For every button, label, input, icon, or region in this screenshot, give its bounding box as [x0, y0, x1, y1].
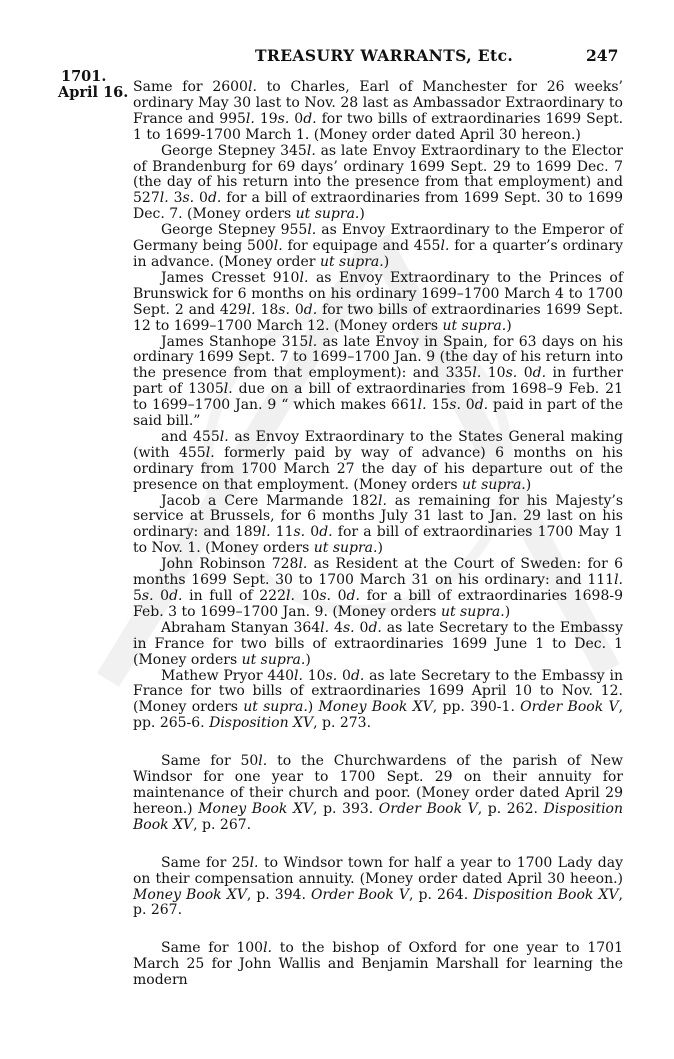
- running-title: TREASURY WARRANTS, Etc.: [255, 46, 514, 65]
- entry-paragraph: James Stanhope 315l. as late Envoy in Spain, for 63 days on his ordinary 1699 Sept. 7 to 1699–1700 Jan. 9 (the day of his return into the presence from that employment): and 335l. 10s. 0d. in further part of 1305l. due on a bill of extraordinaries from 1698–9 Feb. 21 to 1699–1700 Jan. 9 “ which makes 661l. 15s. 0d. paid in part of the said bill.”: [133, 333, 624, 430]
- page-header: [0, 46, 674, 66]
- entry-paragraph: Jacob a Cere Marmande 182l. as remaining for his Majesty’s service at Brussels, for 6 months July 31 last to Jan. 29 last on his ordinary: and 189l. 11s. 0d. for a bill of extraordinaries 1700 May 1 to Nov. 1. (Money orders ut supra.): [133, 492, 624, 557]
- document-body: [133, 80, 623, 989]
- entry-paragraph: George Stepney 955l. as Envoy Extraordinary to the Emperor of Germany being 500l. for equipage and 455l. for a quarter’s ordinary in advance. (Money order ut supra.): [133, 222, 623, 270]
- page-number: 247: [586, 46, 619, 65]
- entry-paragraph: John Robinson 728l. as Resident at the Court of Sweden: for 6 months 1699 Sept. 30 to 1700 March 31 on his ordinary: and 111l. 5s. 0d. in full of 222l. 10s. 0d. for a bill of extraordinaries 1698-9 Feb. 3 to 1699–1700 Jan. 9. (Money orders ut supra.): [133, 556, 624, 620]
- margin-date: April 16.: [58, 84, 129, 101]
- entry-paragraph: Same for 50l. to the Churchwardens of the parish of New Windsor for one year to 1700 Sept. 29 on their annuity for maintenance of their church and poor. (Money order dated April 29 hereon.) Money Book XV, p. 393. Order Book V, p. 262. Disposition Book XV, p. 267.: [133, 753, 624, 833]
- entry-paragraph: Abraham Stanyan 364l. 4s. 0d. as late Secretary to the Embassy in France for two bills of extraordinaries 1699 June 1 to Dec. 1 (Money orders ut supra.): [133, 619, 624, 668]
- entry-paragraph: and 455l. as Envoy Extraordinary to the States General making (with 455l. formerly paid by way of advance) 6 months on his ordinary from 1700 March 27 the day of his departure out of the presence on that employment. (Money orders ut supra.): [133, 428, 624, 493]
- entry-paragraph: George Stepney 345l. as late Envoy Extraordinary to the Elector of Brandenburg for 69 days’ ordinary 1699 Sept. 29 to 1699 Dec. 7 (the day of his return into the presence from that employment) and 527l. 3s. 0d. for a bill of extraordinaries from 1699 Sept. 30 to 1699 Dec. 7. (Money orders ut supra.): [133, 142, 623, 223]
- entry-paragraph: Same for 25l. to Windsor town for half a year to 1700 Lady day on their compensation annuity. (Money order dated April 30 heeon.) Money Book XV, p. 394. Order Book V, p. 264. Disposition Book XV, p. 267.: [133, 854, 623, 919]
- entry-paragraph: Same for 2600l. to Charles, Earl of Manchester for 26 weeks’ ordinary May 30 last to Nov. 28 last as Ambassador Extraordinary to France and 995l. 19s. 0d. for two bills of extraordinaries 1699 Sept. 1 to 1699-1700 March 1. (Money order dated April 30 hereon.): [133, 79, 624, 143]
- margin-year: 1701.: [61, 68, 107, 85]
- entry-paragraph: Same for 100l. to the bishop of Oxford for one year to 1701 March 25 for John Wallis and Benjamin Marshall for learning the modern: [133, 940, 623, 989]
- entry-paragraph: Mathew Pryor 440l. 10s. 0d. as late Secretary to the Embassy in France for two bills of extraordinaries 1699 April 10 to Nov. 12. (Money orders ut supra.) Money Book XV, pp. 390-1. Order Book V, pp. 265-6. Disposition XV, p. 273.: [133, 667, 624, 732]
- entry-paragraph: James Cresset 910l. as Envoy Extraordinary to the Princes of Brunswick for 6 months on his ordinary 1699–1700 March 4 to 1700 Sept. 2 and 429l. 18s. 0d. for two bills of extraordinaries 1699 Sept. 12 to 1699–1700 March 12. (Money orders ut supra.): [133, 269, 624, 334]
